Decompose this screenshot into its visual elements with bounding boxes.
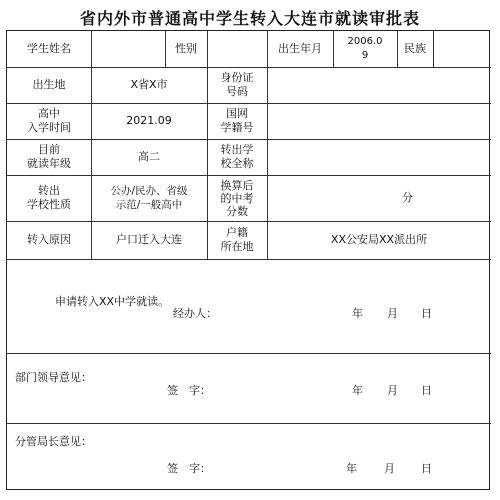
bureau-sign-label: 签 字： [167,462,211,475]
grade-field[interactable]: 高二 [138,150,160,163]
application-year: 年 [352,307,363,320]
score-label: 换算后 的中考 分数 [220,178,254,218]
birthplace-label: 出生地 [32,78,66,91]
grade-label: 目前 就读年级 [27,143,71,170]
reason-label: 转入原因 [27,233,71,246]
reason-field[interactable]: 户口迁入大连 [116,233,182,246]
national-id-field[interactable] [267,103,491,139]
name-field[interactable] [91,31,165,67]
row-divider [7,353,491,354]
id-number-label: 身份证 号码 [220,71,254,98]
dept-day: 日 [421,384,432,397]
name-label: 学生姓名 [27,42,71,55]
from-school-label: 转出学 校全称 [220,143,254,170]
from-school-field[interactable] [267,139,491,175]
hukou-field[interactable]: XX公安局XX派出所 [330,233,428,246]
ethnicity-field[interactable] [433,31,491,67]
application-day: 日 [421,307,432,320]
form-title: 省内外市普通高中学生转入大连市就读审批表 [79,9,420,28]
dept-year: 年 [352,384,363,397]
application-text: 申请转入XX中学就读。 [55,295,170,308]
birth-label: 出生年月 [278,42,322,55]
dept-opinion-label: 部门领导意见： [15,371,92,384]
national-id-label: 国网 学籍号 [220,107,254,134]
school-nature-label: 转出 学校性质 [27,184,71,211]
ethnicity-label: 民族 [404,42,426,55]
application-month: 月 [387,307,398,320]
approval-form-table [6,30,490,490]
row-divider [7,423,491,424]
gender-field[interactable] [207,31,267,67]
dept-month: 月 [387,384,398,397]
birth-field[interactable]: 2006.0 9 [347,36,383,61]
dept-sign-label: 签 字： [167,384,211,397]
bureau-opinion-label: 分管局长意见： [15,435,92,448]
enroll-time-field[interactable]: 2021.09 [126,114,172,127]
bureau-year: 年 [346,462,357,475]
school-nature-field[interactable]: 公办/民办、省级 示范/一般高中 [110,185,188,211]
id-number-field[interactable] [267,67,491,103]
handler-label: 经办人： [173,307,217,320]
score-field[interactable]: 分 [402,191,413,204]
bureau-month: 月 [384,462,395,475]
hukou-label: 户籍 所在地 [220,226,254,253]
bureau-day: 日 [421,462,432,475]
gender-label: 性别 [175,42,197,55]
row-divider [7,259,491,260]
enroll-time-label: 高中 入学时间 [27,107,71,134]
birthplace-field[interactable]: X省X市 [130,78,168,91]
